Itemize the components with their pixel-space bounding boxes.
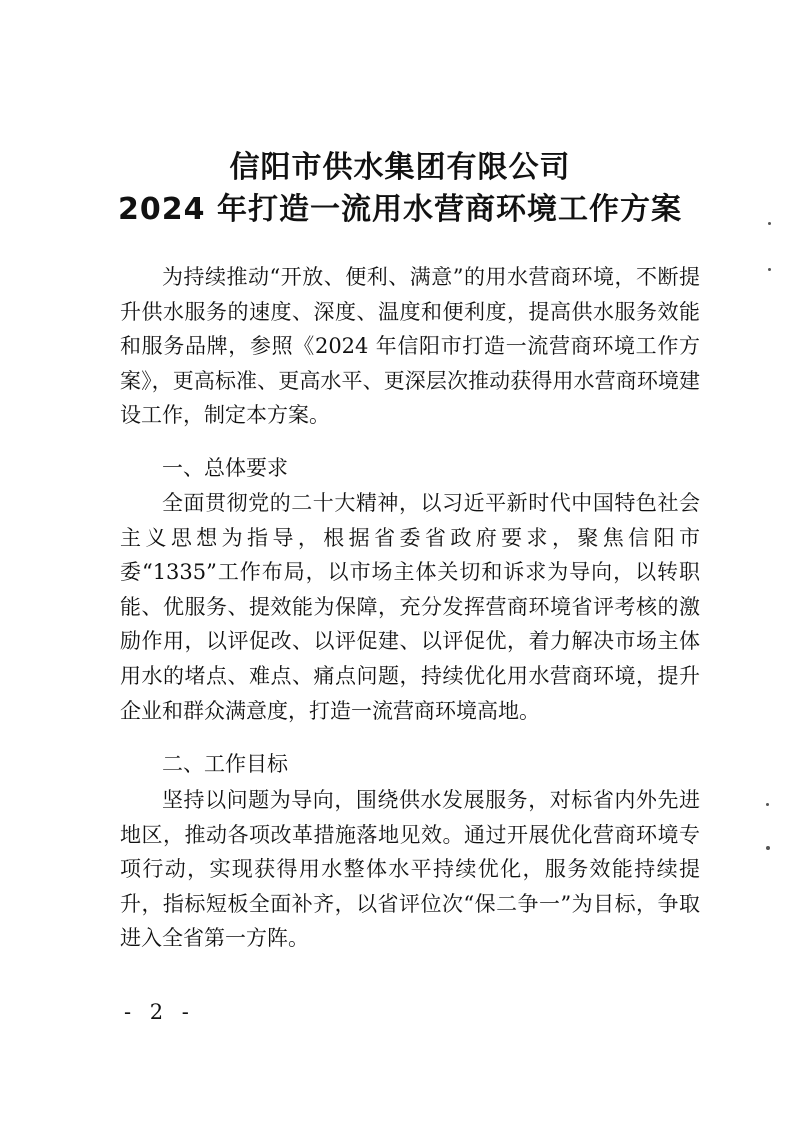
scan-speck — [766, 803, 769, 806]
intro-paragraph: 为持续推动“开放、便利、满意”的用水营商环境，不断提升供水服务的速度、深度、温度和便利度，提高供水服务效能和服务品牌，参照《2024 年信阳市打造一流营商环境工作方案》，更高标准、更高水平、更深层次推动获得用水营商环境建设工作，制定本方案。 — [120, 265, 700, 428]
section2-paragraph: 坚持以问题为导向，围绕供水发展服务，对标省内外先进地区，推动各项改革措施落地见效。通过开展优化营商环境专项行动，实现获得用水整体水平持续优化，服务效能持续提升，指标短板全面补齐，以省评位次“保二争一”为目标，争取进入全省第一方阵。 — [120, 788, 700, 951]
scan-speck — [768, 268, 771, 271]
section2-heading: 二、工作目标 — [162, 752, 288, 776]
document-title-line1: 信阳市供水集团有限公司 — [229, 150, 571, 185]
section1-paragraph: 全面贯彻党的二十大精神，以习近平新时代中国特色社会主义思想为指导，根据省委省政府要求，聚焦信阳市委“1335”工作布局，以市场主体关切和诉求为导向，以转职能、优服务、提效能为保障，充分发挥营商环境省评考核的激励作用，以评促改、以评促建、以评促优，着力解决市场主体用水的堵点、难点、痛点问题，持续优化用水营商环境，提升企业和群众满意度，打造一流营商环境高地。 — [120, 491, 700, 723]
page-number: - 2 - — [124, 1000, 195, 1024]
section1-heading: 一、总体要求 — [162, 456, 288, 480]
scan-speck — [768, 222, 771, 225]
document-title-line2: 2024 年打造一流用水营商环境工作方案 — [118, 192, 682, 227]
scan-speck — [766, 846, 770, 850]
